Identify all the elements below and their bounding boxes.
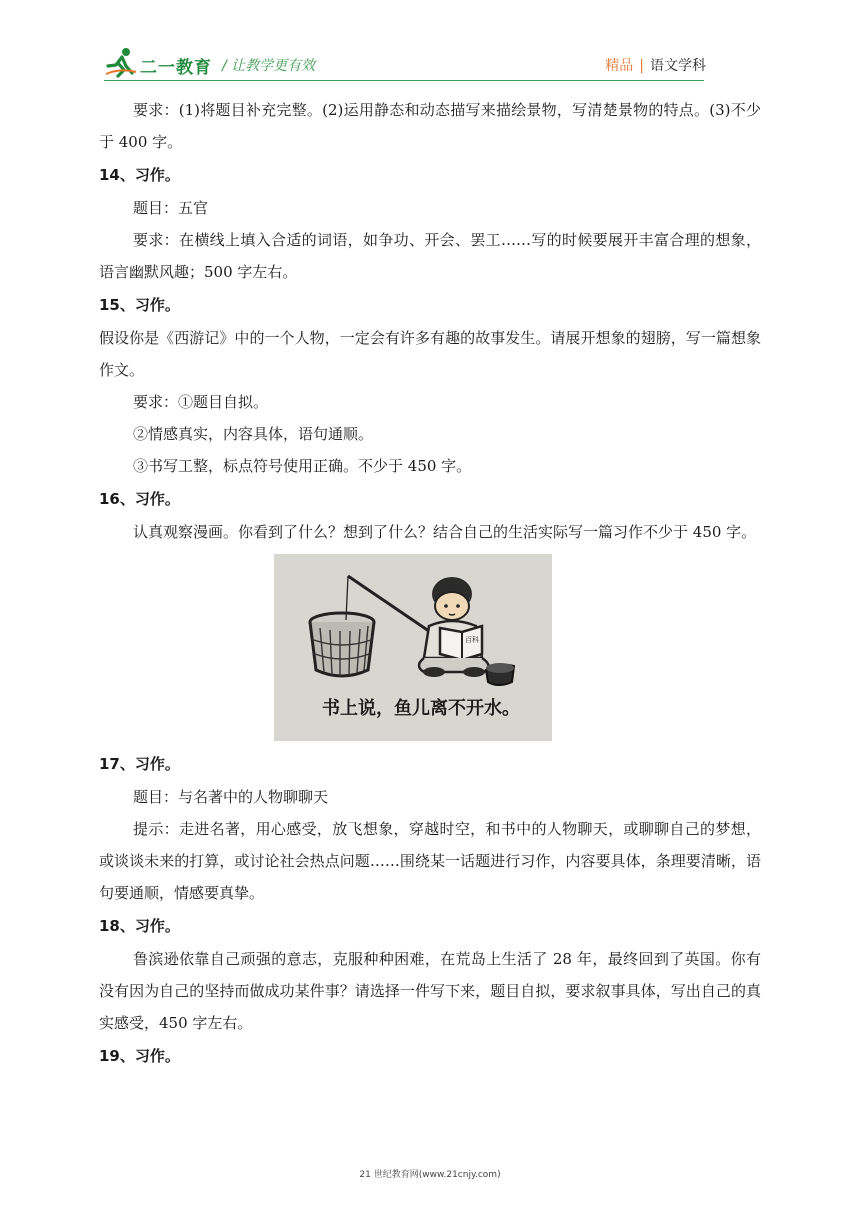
page-header xyxy=(0,0,860,90)
q19-heading: 19、习作。 xyxy=(99,1047,180,1065)
page-footer: 21 世纪教育网(www.21cnjy.com) xyxy=(359,1170,501,1180)
q13-requirements: 要求：(1)将题目补充完整。(2)运用静态和动态描写来描绘景物，写清楚景物的特点。(3)不少于 400 字。 xyxy=(99,101,761,151)
premium-label: 精品 xyxy=(605,58,634,74)
q16-prompt: 认真观察漫画。你看到了什么？想到了什么？结合自己的生活实际写一篇习作不少于 450 字。 xyxy=(133,523,757,541)
q14-topic: 题目：五官 xyxy=(133,199,209,217)
q14-heading: 14、习作。 xyxy=(99,166,180,184)
q17-topic: 题目：与名著中的人物聊聊天 xyxy=(133,788,329,806)
brand-slogan: / 让教学更有效 xyxy=(222,58,316,74)
book-cover-label: 百科 xyxy=(465,636,479,644)
cartoon-caption: 书上说，鱼儿离不开水。 xyxy=(322,698,520,719)
document-body xyxy=(99,94,761,1073)
q14-requirements: 要求：在横线上填入合适的词语，如争功、开会、罢工……写的时候要展开丰富合理的想象，语言幽默风趣；500 字左右。 xyxy=(99,231,761,281)
subject-label: 语文学科 xyxy=(650,58,706,74)
q15-requirement-1: 要求：①题目自拟。 xyxy=(133,393,269,411)
header-separator: | xyxy=(639,58,644,74)
q16-heading: 16、习作。 xyxy=(99,490,180,508)
runner-logo-icon xyxy=(104,46,138,78)
q17-heading: 17、习作。 xyxy=(99,755,180,773)
q15-prompt: 假设你是《西游记》中的一个人物，一定会有许多有趣的故事发生。请展开想象的翅膀，写一篇想象作文。 xyxy=(99,329,761,379)
header-subject-info xyxy=(605,55,706,75)
header-divider xyxy=(104,80,704,81)
q17-hint: 提示：走进名著，用心感受，放飞想象，穿越时空，和书中的人物聊天，或聊聊自己的梦想，或谈谈未来的打算，或讨论社会热点问题……围绕某一话题进行习作，内容要具体，条理要清晰，语句要通顺，情感要真挚。 xyxy=(99,820,761,902)
q18-prompt: 鲁滨逊依靠自己顽强的意志，克服种种困难，在荒岛上生活了 28 年，最终回到了英国。你有没有因为自己的坚持而做成功某件事？请选择一件写下来，题目自拟，要求叙事具体，写出自己的真实感受，450 字左右。 xyxy=(99,950,761,1032)
q18-heading: 18、习作。 xyxy=(99,917,180,935)
q15-requirement-3: ③书写工整，标点符号使用正确。不少于 450 字。 xyxy=(133,457,472,475)
q15-heading: 15、习作。 xyxy=(99,296,180,314)
cartoon-image xyxy=(274,554,552,741)
cartoon-fishing-boy-illustration xyxy=(274,554,552,741)
brand-name: 二一教育 xyxy=(140,58,212,78)
q15-requirement-2: ②情感真实，内容具体，语句通顺。 xyxy=(133,425,374,443)
